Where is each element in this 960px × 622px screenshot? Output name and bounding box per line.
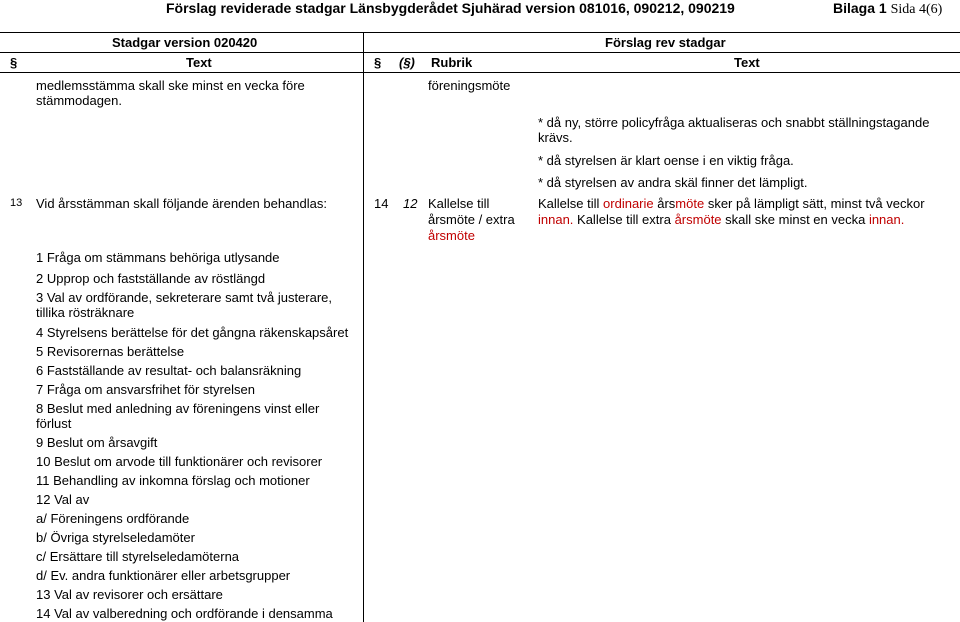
page-number: Sida 4(6) — [890, 2, 943, 17]
agenda-item: c/ Ersättare till styrelseledamöterna — [36, 549, 240, 564]
new-text-line: krävs. — [538, 130, 573, 145]
old-paragraph-intro: Vid årsstämman skall följande ärenden behandlas: — [36, 196, 327, 211]
agenda-item: b/ Övriga styrelseledamöter — [36, 530, 195, 545]
col-header-para-new: § — [374, 55, 382, 70]
new-text-line: Kallelse till ordinarie årsmöte sker på lämpligt sätt, minst två veckor — [538, 196, 925, 211]
agenda-item: 5 Revisorernas berättelse — [36, 344, 185, 359]
agenda-item: 4 Styrelsens berättelse för det gångna räkenskapsåret — [36, 325, 349, 340]
table-top-border — [0, 32, 960, 33]
rubrik-cell: föreningsmöte — [428, 78, 511, 93]
old-text-line: medlemsstämma skall ske minst en vecka före — [36, 78, 305, 93]
column-header-divider — [0, 72, 960, 73]
new-version-title: Förslag rev stadgar — [605, 35, 726, 50]
old-text-line: stämmodagen. — [36, 93, 122, 108]
col-header-para-old: § — [10, 55, 18, 70]
document-title: Förslag reviderade stadgar Länsbygderådet Sjuhärad version 081016, 090212, 090219 — [166, 0, 735, 16]
agenda-item: 12 Val av — [36, 492, 90, 507]
agenda-item: 3 Val av ordförande, sekreterare samt två justerare, — [36, 290, 333, 305]
rubrik-line: årsmöte — [428, 228, 475, 243]
col-header-text-old: Text — [186, 55, 212, 70]
page-label — [833, 0, 942, 18]
agenda-item: 13 Val av revisorer och ersättare — [36, 587, 223, 602]
col-header-para-paren: (§) — [399, 55, 415, 70]
new-text-line: * då styrelsen av andra skäl finner det lämpligt. — [538, 175, 808, 190]
col-header-text-new: Text — [734, 55, 760, 70]
new-text-line: * då ny, större policyfråga aktualiseras och snabbt ställningstagande — [538, 115, 930, 130]
col-header-rubrik: Rubrik — [431, 55, 473, 70]
rubrik-line: årsmöte / extra — [428, 212, 515, 227]
agenda-item: 14 Val av valberedning och ordförande i densamma — [36, 606, 333, 621]
agenda-item: 2 Upprop och fastställande av röstlängd — [36, 271, 266, 286]
old-version-title: Stadgar version 020420 — [112, 35, 258, 50]
new-text-line: * då styrelsen är klart oense i en viktig fråga. — [538, 153, 794, 168]
agenda-item: 7 Fråga om ansvarsfrihet för styrelsen — [36, 382, 255, 397]
new-paragraph-number: 14 — [374, 196, 389, 211]
agenda-item: tillika rösträknare — [36, 305, 135, 320]
agenda-item: förlust — [36, 416, 72, 431]
center-divider — [363, 32, 364, 622]
agenda-item: d/ Ev. andra funktionärer eller arbetsgrupper — [36, 568, 291, 583]
agenda-item: 8 Beslut med anledning av föreningens vinst eller — [36, 401, 320, 416]
agenda-item: 1 Fråga om stämmans behöriga utlysande — [36, 250, 280, 265]
header-row-divider — [0, 52, 960, 53]
rubrik-line: Kallelse till — [428, 196, 490, 211]
old-paragraph-ref: 12 — [403, 196, 418, 211]
agenda-item: a/ Föreningens ordförande — [36, 511, 190, 526]
agenda-item: 10 Beslut om arvode till funktionärer och revisorer — [36, 454, 323, 469]
new-text-line: innan. Kallelse till extra årsmöte skall ske minst en vecka innan. — [538, 212, 905, 227]
old-paragraph-number: 13 — [10, 197, 23, 209]
agenda-item: 11 Behandling av inkomna förslag och motioner — [36, 473, 310, 488]
agenda-item: 6 Fastställande av resultat- och balansräkning — [36, 363, 302, 378]
agenda-item: 9 Beslut om årsavgift — [36, 435, 158, 450]
bilaga-label: Bilaga 1 — [833, 0, 887, 16]
